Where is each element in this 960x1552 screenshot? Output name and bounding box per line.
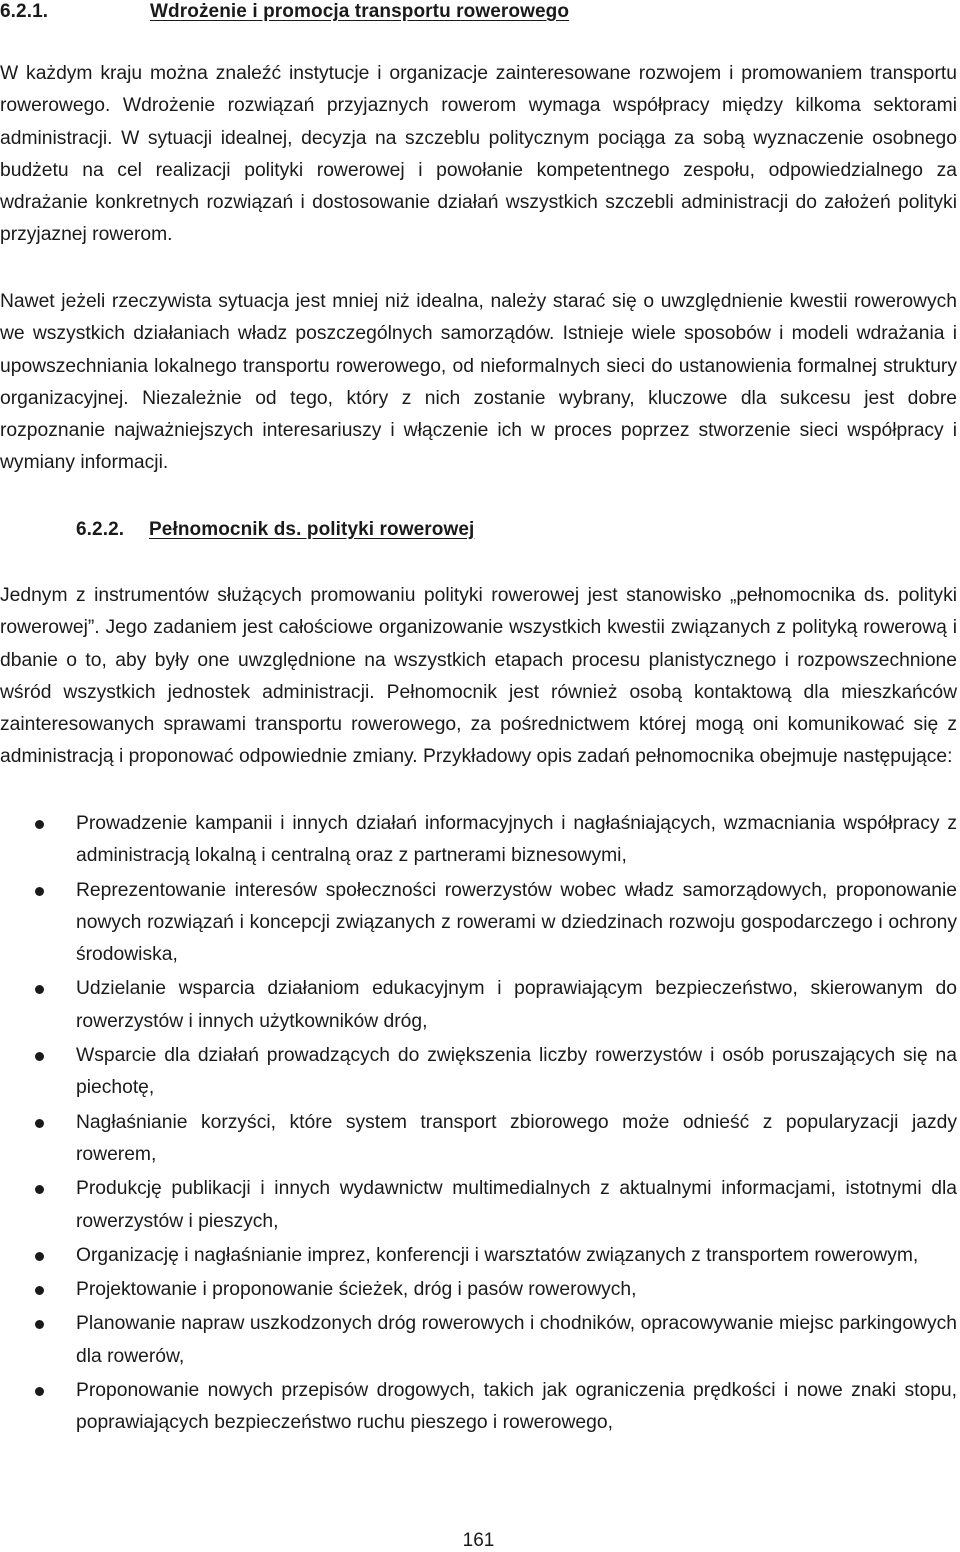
paragraph: W każdym kraju można znaleźć instytucje i organizacje zainteresowane rozwojem i promowaniem transportu rowerowego. Wdrożenie rozwiązań przyjaznych rowerom wymaga współpracy między kilkoma sektorami administracji. W sytuacji idealnej, decyzja na szczeblu politycznym pociąga za sobą wyznaczenie osobnego budżetu na cel realizacji polityki rowerowej i powołanie kompetentnego zespołu, odpowiedzialnego za wdrażanie konkretnych rozwiązań i dostosowanie działań wszystkich szczebli administracji do założeń polityki przyjaznej rowerom. <box>0 63 957 246</box>
list-item <box>0 1308 957 1373</box>
list-item <box>0 1274 957 1306</box>
list-item <box>0 875 957 972</box>
paragraph: Nawet jeżeli rzeczywista sytuacja jest mniej niż idealna, należy starać się o uwzględnienie kwestii rowerowych we wszystkich działaniach władz poszczególnych samorządów. Istnieje wiele sposobów i modeli wdrażania i upowszechniania lokalnego transportu rowerowego, od nieformalnych sieci do ustanowienia formalnej struktury organizacyjnej. Niezależnie od tego, który z nich zostanie wybrany, kluczowe dla sukcesu jest dobre rozpoznanie najważniejszych interesariuszy i włączenie ich w proces poprzez stworzenie sieci współpracy i wymiany informacji. <box>0 291 957 474</box>
list-item <box>0 808 957 873</box>
list-item-text: Projektowanie i proponowanie ścieżek, dróg i pasów rowerowych, <box>76 1279 637 1301</box>
section-number: 6.2.2. <box>76 519 125 540</box>
list-item-text: Planowanie napraw uszkodzonych dróg rowerowych i chodników, opracowywanie miejsc parkingowych dla rowerów, <box>76 1313 957 1367</box>
list-item <box>0 1240 957 1272</box>
section-title: Pełnomocnik ds. polityki rowerowej <box>149 519 475 540</box>
section-number: 6.2.1. <box>0 1 49 22</box>
bullet-icon <box>35 1320 44 1329</box>
list-item-text: Organizację i nagłaśnianie imprez, konferencji i warsztatów związanych z transportem rowerowym, <box>76 1244 919 1266</box>
bullet-icon <box>35 1052 44 1061</box>
task-list <box>0 808 957 1442</box>
bullet-icon <box>35 1387 44 1396</box>
list-item-text: Nagłaśnianie korzyści, które system transport zbiorowego może odnieść z popularyzacji jazdy rowerem, <box>76 1111 957 1165</box>
list-item <box>0 973 957 1038</box>
list-item-text: Wsparcie dla działań prowadzących do zwiększenia liczby rowerzystów i osób poruszających się na piechotę, <box>76 1045 957 1099</box>
list-item-text: Reprezentowanie interesów społeczności rowerzystów wobec władz samorządowych, proponowanie nowych rozwiązań i koncepcji związanych z rowerami w dziedzinach rozwoju gospodarczego i ochrony środowiska, <box>76 879 957 966</box>
list-item-text: Proponowanie nowych przepisów drogowych, takich jak ograniczenia prędkości i nowe znaki stopu, poprawiających bezpieczeństwo ruchu pieszego i rowerowego, <box>76 1380 957 1434</box>
list-item <box>0 1173 957 1238</box>
list-item <box>0 1375 957 1440</box>
bullet-icon <box>35 887 44 896</box>
section-heading-6-2-2 <box>76 519 474 541</box>
list-item <box>0 1107 957 1172</box>
section-title: Wdrożenie i promocja transportu rowerowego <box>150 1 570 22</box>
bullet-icon <box>35 985 44 994</box>
list-item <box>0 1040 957 1105</box>
list-item-text: Prowadzenie kampanii i innych działań informacyjnych i nagłaśniających, wzmacniania współpracy z administracją lokalną i centralną oraz z partnerami biznesowymi, <box>76 813 957 867</box>
bullet-icon <box>35 820 44 829</box>
bullet-icon <box>35 1286 44 1295</box>
paragraph: Jednym z instrumentów służących promowaniu polityki rowerowej jest stanowisko „pełnomocnika ds. polityki rowerowej”. Jego zadaniem jest całościowe organizowanie wszystkich kwestii związanych z polityką rowerową i dbanie o to, aby były one uwzględnione na wszystkich etapach procesu planistycznego i rozpowszechnione wśród wszystkich jednostek administracji. Pełnomocnik jest również osobą kontaktową dla mieszkańców zainteresowanych sprawami transportu rowerowego, za pośrednictwem której mogą oni komunikować się z administracją i proponować odpowiednie zmiany. Przykładowy opis zadań pełnomocnika obejmuje następujące: <box>0 585 957 768</box>
bullet-icon <box>35 1252 44 1261</box>
bullet-icon <box>35 1119 44 1128</box>
section-heading-6-2-1 <box>0 1 569 23</box>
list-item-text: Udzielanie wsparcia działaniom edukacyjnym i poprawiającym bezpieczeństwo, skierowanym do rowerzystów i innych użytkowników dróg, <box>76 978 957 1032</box>
list-item-text: Produkcję publikacji i innych wydawnictw multimedialnych z aktualnymi informacjami, istotnymi dla rowerzystów i pieszych, <box>76 1178 957 1232</box>
bullet-icon <box>35 1185 44 1194</box>
page-number: 161 <box>462 1530 495 1551</box>
